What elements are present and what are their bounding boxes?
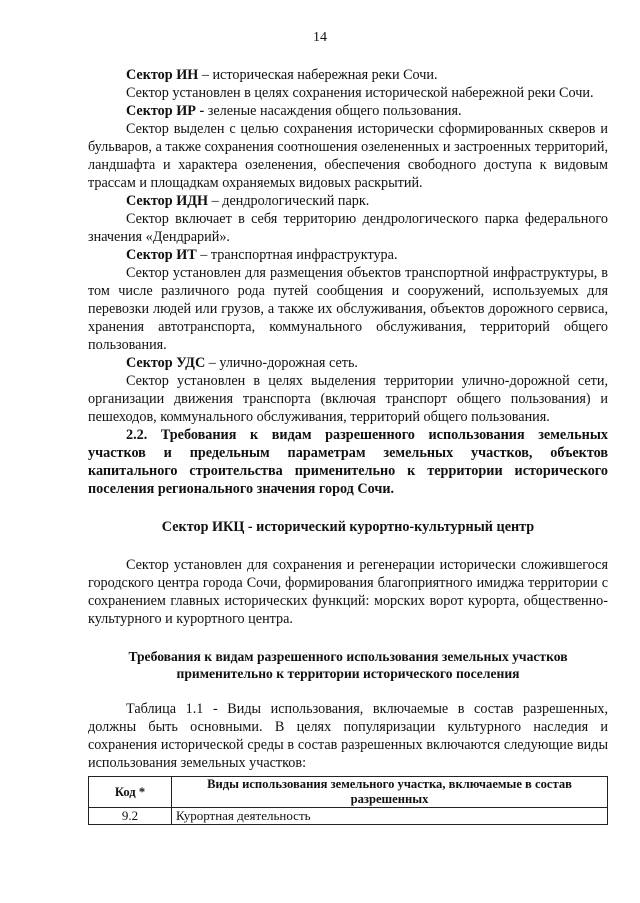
table-header-usage: Виды использования земельного участка, включаемые в состав разрешенных bbox=[172, 777, 608, 808]
paragraph-sector-ir: Сектор ИР - зеленые насаждения общего пользования. bbox=[126, 103, 462, 119]
paragraph-sector-idn: Сектор ИДН – дендрологический парк. bbox=[126, 193, 370, 209]
requirements-title: Требования к видам разрешенного использования земельных участков применительно к территории исторического поселения bbox=[128, 649, 568, 681]
document-page bbox=[88, 66, 608, 825]
table-cell-usage: Курортная деятельность bbox=[172, 808, 608, 825]
paragraph-sector-idn-desc: Сектор включает в себя территорию дендрологического парка федерального значения «Дендрарий». bbox=[88, 211, 608, 245]
paragraph-sector-uds: Сектор УДС – улично-дорожная сеть. bbox=[126, 355, 358, 371]
sector-description: Сектор установлен для сохранения и регенерации исторически сложившегося городского центра города Сочи, формирования благоприятного имиджа территории с сохранением главных исторических функций: морских ворот курорта, общественно-культурного и курортного центра. bbox=[88, 557, 608, 627]
section-heading: 2.2. Требования к видам разрешенного использования земельных участков и предельным параметрам земельных участков, объектов капитального строительства применительно к территории исторического поселения регионального значения город Сочи. bbox=[88, 427, 608, 497]
paragraph-sector-in: Сектор ИН – историческая набережная реки Сочи. bbox=[126, 67, 438, 83]
table-cell-code: 9.2 bbox=[89, 808, 172, 825]
usage-table bbox=[88, 776, 608, 825]
page-number: 14 bbox=[313, 30, 327, 45]
paragraph-sector-it-desc: Сектор установлен для размещения объектов транспортной инфраструктуры, в том числе различного рода путей сообщения и сооружений, используемых для перевозки людей или грузов, а также их обслуживания, объектов дорожного сервиса, хранения автотранспорта, коммунального обслуживания, территорий общего пользования. bbox=[88, 265, 608, 353]
paragraph-sector-in-desc: Сектор установлен в целях сохранения исторической набережной реки Сочи. bbox=[126, 85, 594, 101]
table-row bbox=[89, 808, 608, 825]
table-header-code: Код * bbox=[89, 777, 172, 808]
paragraph-sector-uds-desc: Сектор установлен в целях выделения территории улично-дорожной сети, организации движения транспорта (включая транспорт общего пользования) и пешеходов, коммунального обслуживания, территорий общего пользования. bbox=[88, 373, 608, 425]
paragraph-sector-ir-desc: Сектор выделен с целью сохранения исторически сформированных скверов и бульваров, а также сохранения соотношения озелененных и застроенных территорий, ландшафта и характера озеленения, обеспечения свободного доступа к видовым трассам и площадкам охраняемых видовых раскрытий. bbox=[88, 121, 608, 191]
sector-title: Сектор ИКЦ - исторический курортно-культурный центр bbox=[161, 519, 535, 535]
table-intro: Таблица 1.1 - Виды использования, включаемые в состав разрешенных, должны быть основными. В целях популяризации культурного наследия и сохранения исторической среды в состав разрешенных включаются следующие виды использования земельных участков: bbox=[88, 701, 608, 771]
paragraph-sector-it: Сектор ИТ – транспортная инфраструктура. bbox=[126, 247, 398, 263]
table-header-row bbox=[89, 777, 608, 808]
